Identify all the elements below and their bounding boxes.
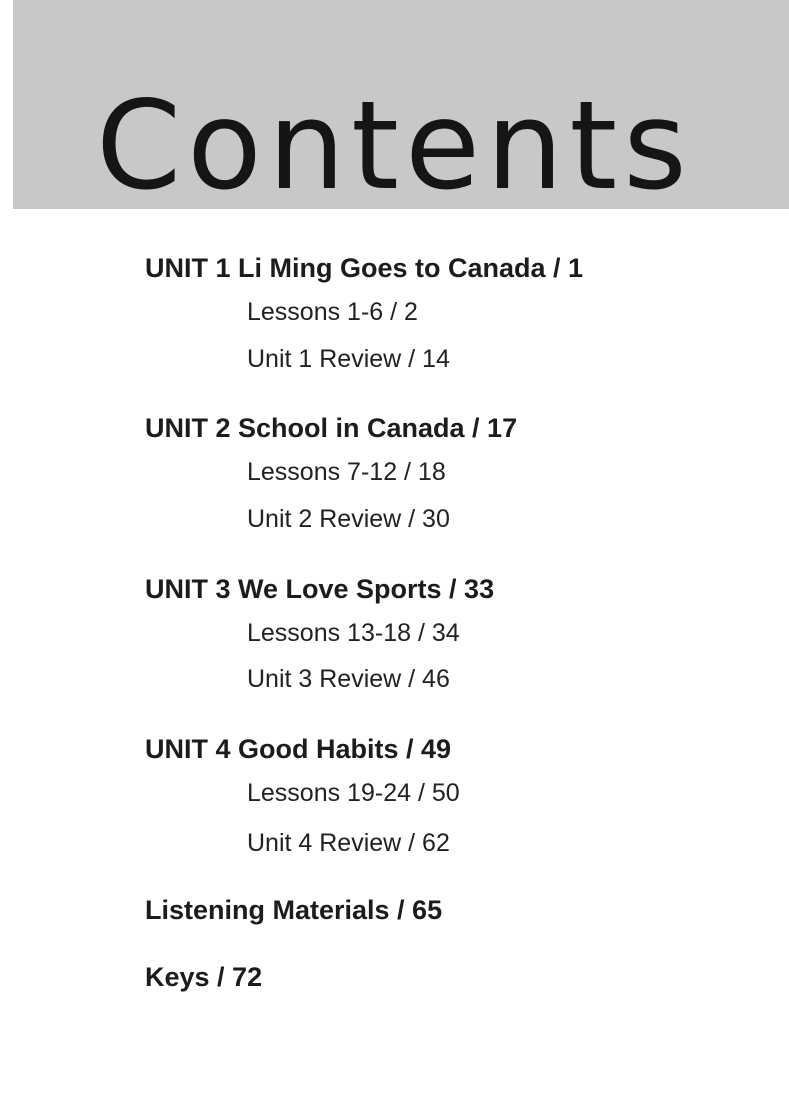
toc-entry-lessons-1-6[interactable]: Lessons 1-6 / 2 xyxy=(247,298,418,326)
page-title: Contents xyxy=(96,75,693,217)
toc-entry-lessons-13-18[interactable]: Lessons 13-18 / 34 xyxy=(247,619,460,647)
keys-heading[interactable]: Keys / 72 xyxy=(145,962,263,992)
toc-entry-lessons-19-24[interactable]: Lessons 19-24 / 50 xyxy=(247,779,460,807)
listening-materials-heading[interactable]: Listening Materials / 65 xyxy=(145,895,443,925)
toc-entry-lessons-7-12[interactable]: Lessons 7-12 / 18 xyxy=(247,458,446,486)
toc-entry-unit-1-review[interactable]: Unit 1 Review / 14 xyxy=(247,345,450,373)
unit-heading-4[interactable]: UNIT 4 Good Habits / 49 xyxy=(145,734,452,764)
toc-entry-unit-3-review[interactable]: Unit 3 Review / 46 xyxy=(247,665,450,693)
unit-heading-1[interactable]: UNIT 1 Li Ming Goes to Canada / 1 xyxy=(145,253,584,283)
toc-entry-unit-2-review[interactable]: Unit 2 Review / 30 xyxy=(247,505,450,533)
unit-heading-3[interactable]: UNIT 3 We Love Sports / 33 xyxy=(145,574,495,604)
unit-heading-2[interactable]: UNIT 2 School in Canada / 17 xyxy=(145,413,518,443)
toc-entry-unit-4-review[interactable]: Unit 4 Review / 62 xyxy=(247,829,450,857)
